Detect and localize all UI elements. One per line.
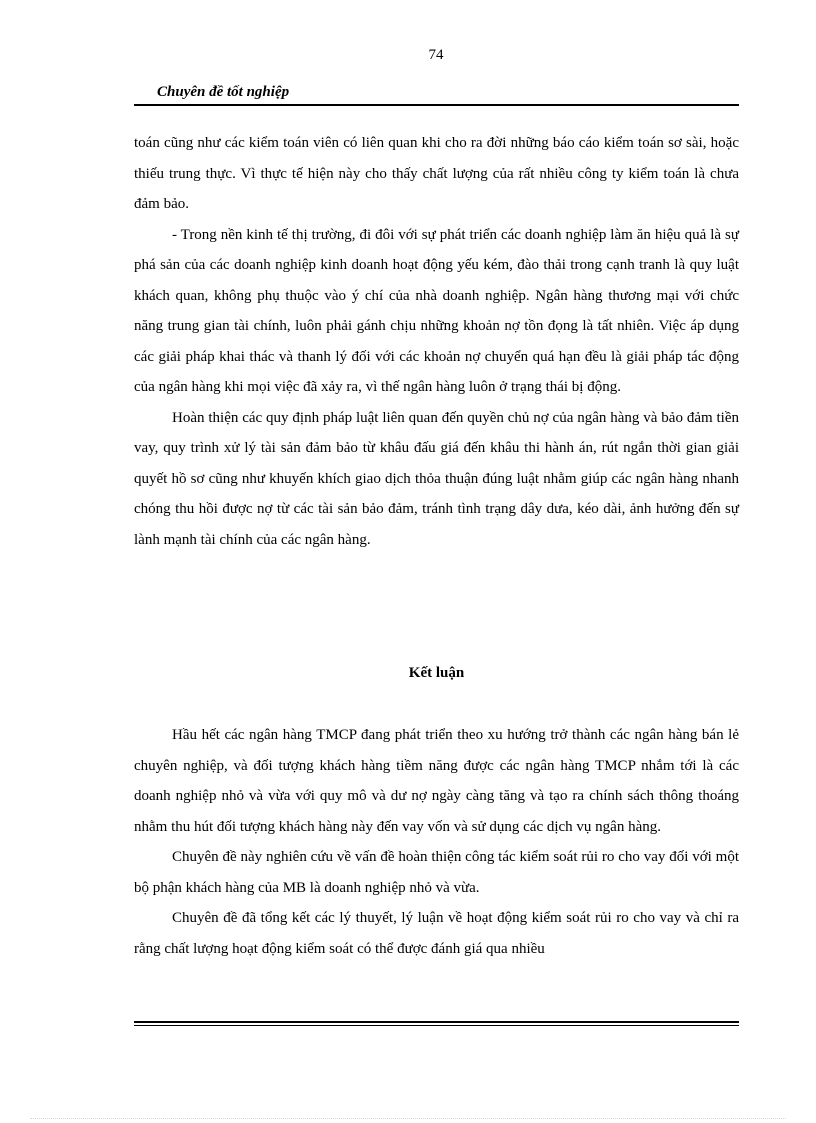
footer-rule-thin bbox=[134, 1025, 739, 1026]
paragraph: Hầu hết các ngân hàng TMCP đang phát triển theo xu hướng trở thành các ngân hàng bán lẻ chuyên nghiệp, và đối tượng khách hàng tiềm năng được các ngân hàng TMCP nhắm tới là các doanh nghiệp nhỏ và vừa với quy mô và dư nợ ngày càng tăng và tạo ra chính sách thông thoáng nhằm thu hút đối tượng khách hàng này đến vay vốn và sử dụng các dịch vụ ngân hàng. bbox=[134, 727, 739, 835]
conclusion-heading: Kết luận bbox=[408, 665, 465, 681]
paragraph: Chuyên đề đã tổng kết các lý thuyết, lý luận về hoạt động kiểm soát rủi ro cho vay và chỉ ra rằng chất lượng hoạt động kiểm soát có thể được đánh giá qua nhiều bbox=[134, 910, 739, 957]
page-number: 74 bbox=[428, 47, 444, 63]
section-body bbox=[134, 128, 739, 555]
paragraph: toán cũng như các kiểm toán viên có liên quan khi cho ra đời những báo cáo kiểm toán sơ sài, hoặc thiếu trung thực. Vì thực tế hiện này cho thấy chất lượng của rất nhiều công ty kiểm toán là chưa đảm bảo. bbox=[134, 135, 739, 212]
header-rule bbox=[134, 104, 739, 106]
running-header: Chuyên đề tốt nghiệp bbox=[157, 84, 290, 100]
page-edge bbox=[30, 1118, 786, 1119]
footer-rule bbox=[134, 1021, 739, 1023]
paragraph: Chuyên đề này nghiên cứu về vấn đề hoàn thiện công tác kiểm soát rủi ro cho vay đối với một bộ phận khách hàng của MB là doanh nghiệp nhỏ và vừa. bbox=[134, 849, 739, 896]
paragraph: Hoàn thiện các quy định pháp luật liên quan đến quyền chủ nợ của ngân hàng và bảo đảm tiền vay, quy trình xử lý tài sản đảm bảo từ khâu đấu giá đến khâu thi hành án, rút ngắn thời gian giải quyết hồ sơ cũng như khuyến khích giao dịch thỏa thuận đúng luật nhằm giúp các ngân hàng nhanh chóng thu hồi được nợ từ các tài sản bảo đảm, tránh tình trạng dây dưa, kéo dài, ảnh hưởng đến sự lành mạnh tài chính của các ngân hàng. bbox=[134, 409, 739, 548]
conclusion-body bbox=[134, 720, 739, 964]
paragraph: - Trong nền kinh tế thị trường, đi đôi với sự phát triển các doanh nghiệp làm ăn hiệu quả là sự phá sản của các doanh nghiệp kinh doanh hoạt động yếu kém, đào thải trong cạnh tranh là quy luật khách quan, không phụ thuộc vào ý chí của nhà doanh nghiệp. Ngân hàng thương mại với chức năng trung gian tài chính, luôn phải gánh chịu những khoản nợ tồn đọng là tất nhiên. Việc áp dụng các giải pháp khai thác và thanh lý đối với các khoản nợ chuyển quá hạn đều là giải pháp tác động của ngân hàng khi mọi việc đã xảy ra, vì thế ngân hàng luôn ở trạng thái bị động. bbox=[134, 226, 739, 395]
